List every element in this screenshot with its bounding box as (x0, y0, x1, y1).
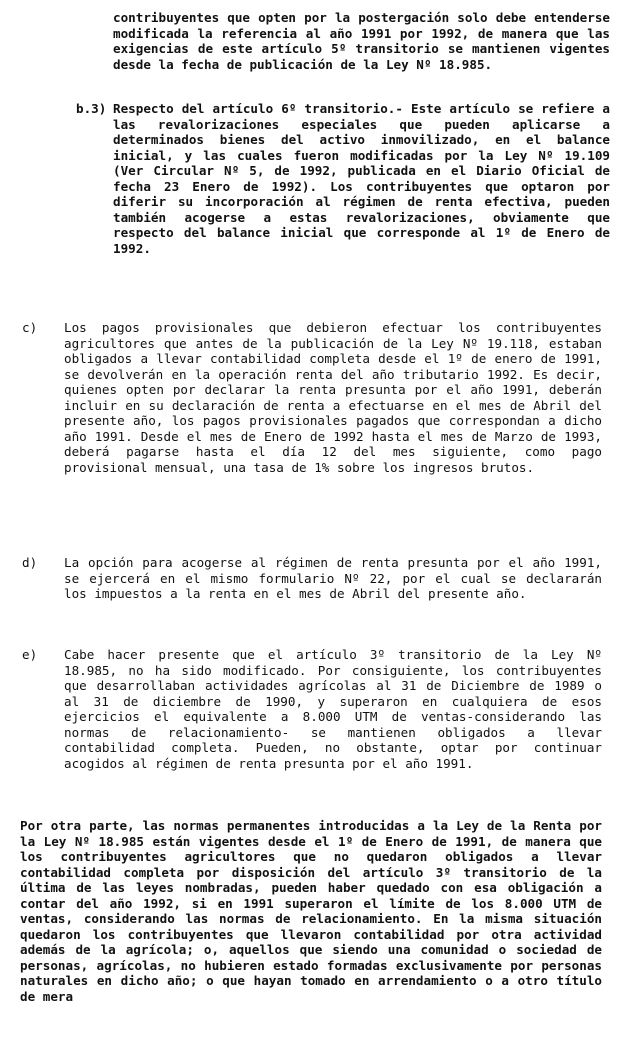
item-d-paragraph: La opción para acogerse al régimen de renta presunta por el año 1991, se ejercerá en el mismo formulario Nº 22, por el cual se declararán los impuestos a la renta en el mes de Abril del presente año. (64, 555, 602, 601)
item-b3-paragraph: Respecto del artículo 6º transitorio.- Este artículo se refiere a las revalorizaciones especiales que pueden aplicarse a determinados bienes del activo inmovilizado, en el balance inicial, y las cuales fueron modificadas por la Ley Nº 19.109 (Ver Circular Nº 5, de 1992, publicada en el Diario Oficial de fecha 23 Enero de 1992). Los contribuyentes que optaron por diferir su incorporación al régimen de renta efectiva, pueden también acogerse a estas revalorizaciones, obviamente que respecto del balance inicial que corresponde al 1º de Enero de 1992. (113, 101, 610, 256)
closing-paragraph: Por otra parte, las normas permanentes introducidas a la Ley de la Renta por la Ley Nº 18.985 están vigentes desde el 1º de Enero de 1991, de manera que los contribuyentes agricultores que no quedaron obligados a llevar contabilidad completa por disposición del artículo 3º transitorio de la última de las leyes nombradas, pueden haber quedado con esa obligación a contar del año 1992, si en 1991 superaron el límite de los 8.000 UTM de ventas, considerando las normas de relacionamiento. En la misma situación quedaron los contribuyentes que llevaron contabilidad por otra actividad además de la agrícola; o, aquellos que siendo una comunidad o sociedad de personas, agrícolas, no hubieren estado formadas exclusivamente por personas naturales en dicho año; o que hayan tomado en arrendamiento o a otro título de mera (20, 818, 602, 1004)
item-c-paragraph: Los pagos provisionales que debieron efectuar los contribuyentes agricultores que antes de la publicación de la Ley Nº 19.118, estaban obligados a llevar contabilidad completa desde el 1º de enero de 1991, se devolverán en la operación renta del año tributario 1992. Es decir, quienes opten por declarar la renta presunta por el año 1991, deberán incluir en su declaración de renta a efectuarse en el mes de Abril del presente año, los pagos provisionales pagados que correspondan a dicho año 1991. Desde el mes de Enero de 1992 hasta el mes de Marzo de 1993, deberá pagarse hasta el día 12 del mes siguiente, como pago provisional mensual, una tasa de 1% sobre los ingresos brutos. (64, 320, 602, 475)
item-e-paragraph: Cabe hacer presente que el artículo 3º transitorio de la Ley Nº 18.985, no ha sido modificado. Por consiguiente, los contribuyentes que desarrollaban actividades agrícolas al 31 de Diciembre de 1989 o al 31 de diciembre de 1990, y superaron en cualquiera de esos ejercicios el equivalente a 8.000 UTM de ventas-considerando las normas de relacionamiento- se mantienen obligados a llevar contabilidad completa. Pueden, no obstante, optar por continuar acogidos al régimen de renta presunta por el año 1991. (64, 647, 602, 771)
item-d-marker: d) (22, 555, 38, 570)
intro-continuation-paragraph: contribuyentes que opten por la postergación solo debe entenderse modificada la referencia al año 1991 por 1992, de manera que las exigencias de este artículo 5º transitorio se mantienen vigentes desde la fecha de publicación de la Ley Nº 18.985. (113, 10, 610, 72)
item-b3-marker: b.3) (76, 101, 107, 116)
item-c-marker: c) (22, 320, 38, 335)
item-e-marker: e) (22, 647, 38, 662)
